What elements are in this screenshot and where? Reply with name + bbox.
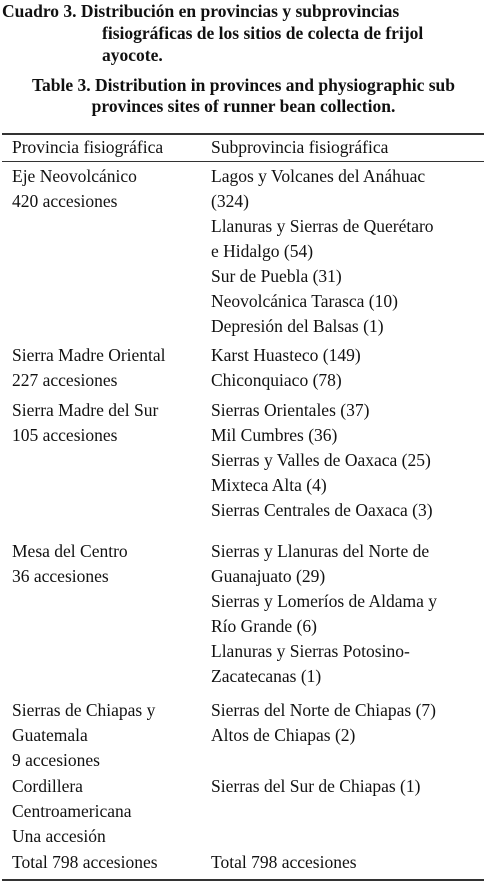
caption-spanish-line: Cuadro 3. Distribución en provincias y subprovincias	[2, 1, 400, 21]
subprovince-line: Depresión del Balsas (1)	[211, 316, 384, 336]
subprovince-line: Neovolcánica Tarasca (10)	[211, 291, 398, 311]
caption-english	[0, 75, 487, 117]
subprovince-line: Río Grande (6)	[211, 616, 317, 636]
table-bottom-rule	[2, 879, 484, 881]
province-name: Cordillera	[12, 776, 83, 796]
subprovince-line: Sierras Centrales de Oaxaca (3)	[211, 500, 433, 520]
subprovince-line: Sierras del Sur de Chiapas (1)	[211, 776, 421, 796]
subprovince-line: Sur de Puebla (31)	[211, 266, 342, 286]
province-count: 227 accesiones	[12, 370, 118, 390]
total-subprovince: Total 798 accesiones	[211, 852, 357, 872]
caption-spanish-line: fisiográficas de los sitios de colecta de frijol	[102, 23, 424, 43]
subprovince-line: Karst Huasteco (149)	[211, 345, 361, 365]
total-province: Total 798 accesiones	[12, 852, 158, 872]
subprovince-line: Chiconquiaco (78)	[211, 370, 342, 390]
caption-spanish	[0, 0, 487, 66]
subprovince-line: Sierras Orientales (37)	[211, 400, 370, 420]
province-count: 36 accesiones	[12, 566, 109, 586]
subprovince-line: Llanuras y Sierras de Querétaro	[211, 216, 434, 236]
province-count: 9 accesiones	[12, 750, 100, 770]
province-count: 105 accesiones	[12, 425, 118, 445]
province-name: Centroamericana	[12, 801, 132, 821]
province-name: Sierra Madre Oriental	[12, 345, 166, 365]
subprovince-line: Mixteca Alta (4)	[211, 475, 327, 495]
province-count: Una accesión	[12, 826, 106, 846]
province-name: Guatemala	[12, 725, 88, 745]
table-header-rule	[2, 161, 484, 162]
province-name: Eje Neovolcánico	[12, 166, 137, 186]
caption-english-line: provinces sites of runner bean collection.	[91, 96, 396, 116]
subprovince-line: Lagos y Volcanes del Anáhuac	[211, 166, 426, 186]
province-name: Sierra Madre del Sur	[12, 400, 159, 420]
subprovince-line: (324)	[211, 191, 249, 211]
subprovince-line: e Hidalgo (54)	[211, 241, 314, 261]
caption-english-line: Table 3. Distribution in provinces and physiographic sub	[31, 75, 456, 95]
caption-spanish-line: ayocote.	[102, 45, 163, 65]
province-name: Sierras de Chiapas y	[12, 700, 156, 720]
subprovince-line: Sierras y Valles de Oaxaca (25)	[211, 450, 431, 470]
subprovince-line: Mil Cumbres (36)	[211, 425, 338, 445]
subprovince-line: Sierras y Lomeríos de Aldama y	[211, 591, 437, 611]
subprovince-line: Sierras y Llanuras del Norte de	[211, 541, 430, 561]
header-province: Provincia fisiográfica	[12, 137, 164, 157]
province-name: Mesa del Centro	[12, 541, 128, 561]
province-count: 420 accesiones	[12, 191, 118, 211]
subprovince-line: Altos de Chiapas (2)	[211, 725, 356, 745]
subprovince-line: Llanuras y Sierras Potosino-	[211, 641, 410, 661]
subprovince-line: Zacatecanas (1)	[211, 666, 322, 686]
header-subprovince: Subprovincia fisiográfica	[211, 137, 389, 157]
subprovince-line: Guanajuato (29)	[211, 566, 326, 586]
subprovince-line: Sierras del Norte de Chiapas (7)	[211, 700, 436, 720]
